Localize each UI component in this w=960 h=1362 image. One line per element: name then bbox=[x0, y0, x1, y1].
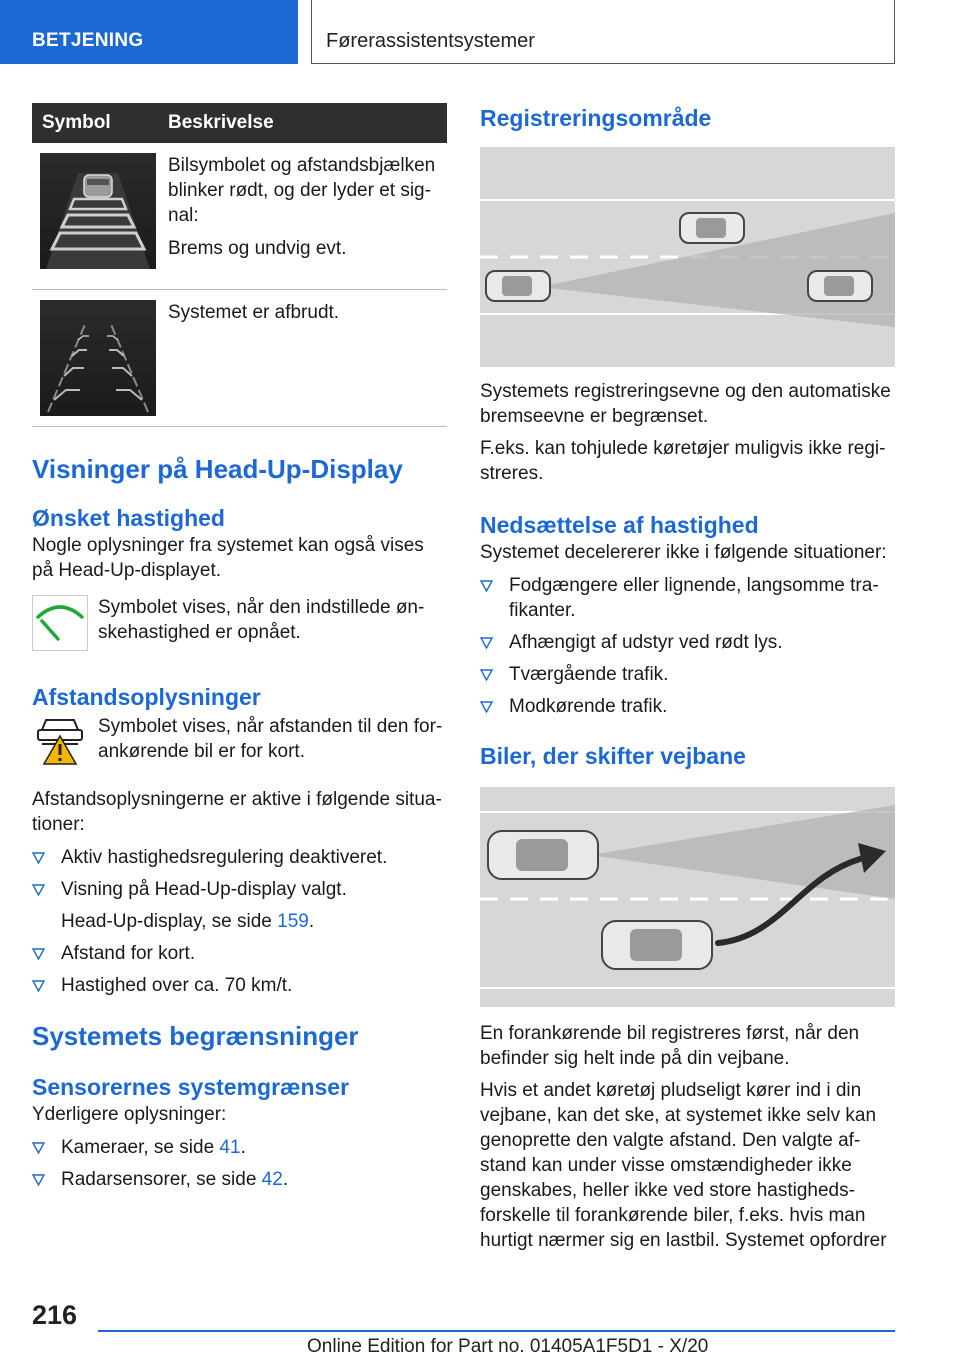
car-icon bbox=[680, 213, 744, 243]
hud-heading: Visninger på Head-Up-Display bbox=[32, 454, 403, 484]
left-column bbox=[32, 103, 447, 1199]
page-link-159[interactable]: 159 bbox=[277, 911, 309, 932]
table-row bbox=[32, 143, 447, 290]
speedometer-needle-icon bbox=[32, 595, 88, 656]
distance-icon-text: Symbolet vises, når afstanden til den for-ankørende bil er for kort. bbox=[98, 716, 443, 762]
header-section-label: BETJENING bbox=[32, 30, 144, 51]
triangle-bullet-icon bbox=[32, 1174, 45, 1186]
triangle-bullet-icon bbox=[32, 980, 45, 992]
row-description-line: Bilsymbolet og afstandsbjælken blinker rødt, og der lyder et sig-nal: bbox=[168, 155, 436, 226]
reduce-speed-heading: Nedsættelse af hastighed bbox=[480, 512, 759, 538]
reduce-speed-list bbox=[480, 573, 895, 719]
car-warning-bars-icon bbox=[40, 153, 156, 269]
distance-intro: Afstandsoplysningerne er aktive i følgende situa-tioner: bbox=[32, 789, 442, 835]
triangle-bullet-icon bbox=[32, 1142, 45, 1154]
list-item: Afhængigt af udstyr ved rødt lys. bbox=[480, 630, 895, 655]
row-description-line: Brems og undvig evt. bbox=[168, 238, 347, 259]
triangle-bullet-icon bbox=[480, 637, 493, 649]
right-column bbox=[480, 103, 895, 1253]
car-icon bbox=[486, 271, 550, 301]
detection-p1: Systemets registreringsevne og den automatiske bremseevne er begrænset. bbox=[480, 381, 891, 427]
symbol-table bbox=[32, 103, 447, 427]
sensor-limits-heading: Sensorernes systemgrænser bbox=[32, 1074, 350, 1100]
sensor-list bbox=[32, 1135, 447, 1192]
distance-list bbox=[32, 845, 447, 902]
symbol-table-header bbox=[32, 103, 447, 143]
page-link-41[interactable]: 41 bbox=[219, 1137, 241, 1158]
list-item: Modkørende trafik. bbox=[480, 694, 895, 719]
lane-change-illustration bbox=[480, 787, 895, 1007]
header-section-tab bbox=[0, 0, 298, 64]
sensor-limits-intro: Yderligere oplysninger: bbox=[32, 1104, 227, 1125]
list-item: Visning på Head-Up-display valgt. bbox=[32, 877, 447, 902]
limits-heading: Systemets begrænsninger bbox=[32, 1021, 359, 1051]
lane-change-p2: Hvis et andet køretøj pludseligt kører ind i din vejbane, kan det ske, at systemet ikke selv kan genoprette den valgte afstand. Den valgte af-stand kan under visse omstændigheder ikke genskabes, heller ikke ved store hastigheds-forskelle til forankørende biler, f.eks. hvis man hurtigt nærmer sig en lastbil. Systemet opfordrer bbox=[480, 1080, 887, 1251]
triangle-bullet-icon bbox=[480, 580, 493, 592]
list-item: Aktiv hastighedsregulering deaktiveret. bbox=[32, 845, 447, 870]
desired-speed-intro: Nogle oplysninger fra systemet kan også vises på Head-Up-displayet. bbox=[32, 535, 424, 581]
desired-speed-heading: Ønsket hastighed bbox=[32, 505, 225, 531]
triangle-bullet-icon bbox=[32, 852, 45, 864]
distance-icon-row bbox=[32, 714, 447, 775]
lane-change-p1: En forankørende bil registreres først, når den befinder sig helt inde på din vejbane. bbox=[480, 1023, 860, 1069]
col-symbol-header: Symbol bbox=[32, 103, 156, 143]
lane-change-heading: Biler, der skifter vejbane bbox=[480, 743, 746, 769]
car-warning-icon bbox=[32, 714, 88, 775]
table-row bbox=[32, 290, 447, 427]
list-item: Afstand for kort. bbox=[32, 941, 447, 966]
detection-area-illustration bbox=[480, 147, 895, 367]
list-item: Kameraer, se side 41. bbox=[32, 1135, 447, 1160]
triangle-bullet-icon bbox=[480, 701, 493, 713]
car-icon bbox=[488, 831, 598, 879]
desired-speed-icon-text: Symbolet vises, når den indstillede øn-skehastighed er opnået. bbox=[98, 597, 425, 643]
system-interrupted-icon bbox=[40, 300, 156, 416]
triangle-bullet-icon bbox=[32, 948, 45, 960]
list-item: Tværgående trafik. bbox=[480, 662, 895, 687]
hud-page-reference: Head-Up-display, se side 159. bbox=[61, 911, 315, 932]
triangle-bullet-icon bbox=[480, 669, 493, 681]
footer-edition: Online Edition for Part no. 01405A1F5D1 - X/20 bbox=[307, 1336, 709, 1357]
car-icon bbox=[808, 271, 872, 301]
distance-heading: Afstandsoplysninger bbox=[32, 684, 261, 710]
list-item: Hastighed over ca. 70 km/t. bbox=[32, 973, 447, 998]
detection-heading: Registreringsområde bbox=[480, 105, 712, 131]
reduce-speed-intro: Systemet decelererer ikke i følgende situationer: bbox=[480, 542, 887, 563]
row-description-line: Systemet er afbrudt. bbox=[168, 302, 340, 323]
list-item: Radarsensorer, se side 42. bbox=[32, 1167, 447, 1192]
page-link-42[interactable]: 42 bbox=[261, 1169, 283, 1190]
header-chapter-label: Førerassistentsystemer bbox=[326, 30, 535, 52]
detection-p2: F.eks. kan tohjulede køretøjer muligvis ikke regi-streres. bbox=[480, 438, 886, 484]
distance-list-2 bbox=[32, 941, 447, 998]
car-icon bbox=[602, 921, 712, 969]
desired-speed-icon-row bbox=[32, 595, 447, 656]
page-number: 216 bbox=[32, 1300, 78, 1330]
footer-divider bbox=[98, 1330, 895, 1332]
header-chapter-box bbox=[311, 0, 895, 64]
list-item: Fodgængere eller lignende, langsomme tra-fikanter. bbox=[480, 573, 895, 623]
col-description-header: Beskrivelse bbox=[156, 103, 447, 143]
triangle-bullet-icon bbox=[32, 884, 45, 896]
